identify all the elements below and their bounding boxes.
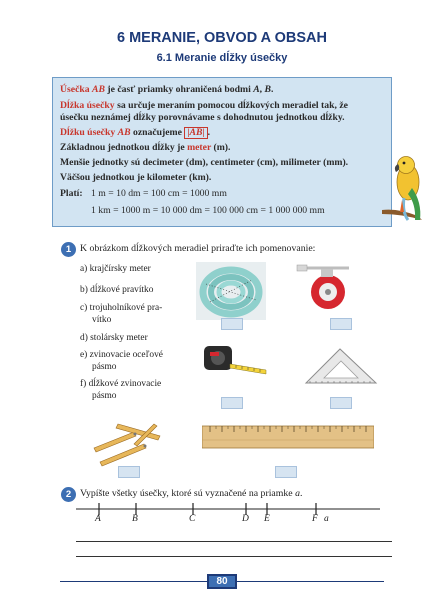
equation-meter: 1 m = 10 dm = 100 cm = 1000 mm: [91, 188, 227, 199]
period: .: [270, 84, 274, 95]
chapter-title: 6 MERANIE, OBVOD A OBSAH: [116, 30, 327, 46]
exercise-2-prompt: [80, 488, 302, 499]
tailor-tape-image: [196, 262, 266, 320]
item-c: c) trojuholníkové pra-: [80, 303, 163, 313]
item-e-cont: pásmo: [92, 362, 117, 372]
definition-line-5: [60, 142, 230, 154]
item-c-cont: vítko: [92, 315, 112, 325]
equation-kilometer: 1 km = 1000 m = 10 000 dm = 100 000 cm = 1 000 000 mm: [91, 205, 325, 216]
retractable-tape-image: [196, 340, 268, 386]
item-f: f) dĺžkové zvinovacie: [80, 379, 162, 389]
page-bar-left: [60, 581, 207, 582]
math-b: B: [264, 84, 271, 95]
definition-text: Základnou jednotkou dĺžky je: [60, 142, 188, 153]
math-ab: AB: [117, 127, 131, 138]
exercise-1-badge: 1: [61, 242, 76, 257]
steel-tape-measure-image: [293, 262, 353, 312]
answer-line-1[interactable]: [76, 541, 392, 542]
item-d: d) stolársky meter: [80, 333, 148, 343]
exercise-2-badge: 2: [61, 487, 76, 502]
term-meter: meter: [187, 142, 212, 153]
definition-text: označujeme: [130, 127, 185, 138]
point-A: A: [95, 514, 101, 524]
term-usecka: Úsečka: [60, 84, 93, 95]
parrot-illustration: [378, 150, 440, 230]
point-F: F: [312, 514, 318, 524]
separator: ,: [259, 84, 265, 95]
answer-box-wooden-ruler[interactable]: [275, 466, 297, 478]
wooden-ruler-image: [202, 424, 374, 452]
abs-value-symbol: |AB|: [184, 127, 207, 139]
point-D: D: [242, 514, 249, 524]
item-f-cont: pásmo: [92, 391, 117, 401]
answer-box-tailor-tape[interactable]: [221, 318, 243, 330]
plati-label: Platí:: [60, 188, 83, 199]
definition-line-3: úsečku neznámej dĺžky porovnávame s dohodnutou jednotkou dĺžky.: [60, 112, 345, 123]
definition-line-8: [60, 188, 83, 200]
math-ab: AB: [92, 84, 105, 95]
item-e: e) zvinovacie oceľové: [80, 350, 163, 360]
answer-box-triangle-ruler[interactable]: [330, 397, 352, 409]
math-a: A: [253, 84, 260, 95]
line-label-a: a: [324, 514, 329, 524]
exercise-1-prompt: K obrázkom dĺžkových meradiel priraďte ich pomenovanie:: [80, 243, 316, 254]
definition-line-2: [60, 100, 348, 112]
line-a-diagram: [62, 500, 392, 530]
definition-line-6: Menšie jednotky sú decimeter (dm), centimeter (cm), milimeter (mm).: [60, 157, 349, 168]
folding-ruler-image: [88, 414, 166, 468]
item-a: a) krajčírsky meter: [80, 264, 151, 274]
section-title: 6.1 Meranie dĺžky úsečky: [156, 52, 288, 64]
line-name: a: [295, 488, 301, 499]
item-b: b) dĺžkové pravítko: [80, 285, 154, 295]
answer-line-2[interactable]: [76, 556, 392, 557]
answer-box-steel-tape[interactable]: [330, 318, 352, 330]
point-E: E: [264, 514, 270, 524]
definition-text: je časť priamky ohraničená bodmi: [104, 84, 254, 95]
definition-line-1: [60, 84, 273, 96]
answer-box-retractable-tape[interactable]: [221, 397, 243, 409]
term-dlzka-usecky: Dĺžka úsečky: [60, 100, 115, 111]
period: .: [300, 488, 303, 499]
definition-line-4: [60, 127, 210, 139]
definition-text: sa určuje meraním pomocou dĺžkových meradiel tak, že: [114, 100, 348, 111]
point-C: C: [189, 514, 196, 524]
term-dlzku-usecky: Dĺžku úsečky: [60, 127, 118, 138]
period: .: [207, 127, 210, 138]
page-number: 80: [207, 574, 237, 589]
definition-text: (m).: [211, 142, 231, 153]
definition-line-7: Väčšou jednotkou je kilometer (km).: [60, 172, 212, 183]
page-bar-right: [237, 581, 384, 582]
point-B: B: [132, 514, 138, 524]
triangle-ruler-image: [302, 345, 380, 387]
prompt-text: Vypíšte všetky úsečky, ktoré sú vyznačené na priamke: [80, 488, 296, 499]
answer-box-folding-ruler[interactable]: [118, 466, 140, 478]
